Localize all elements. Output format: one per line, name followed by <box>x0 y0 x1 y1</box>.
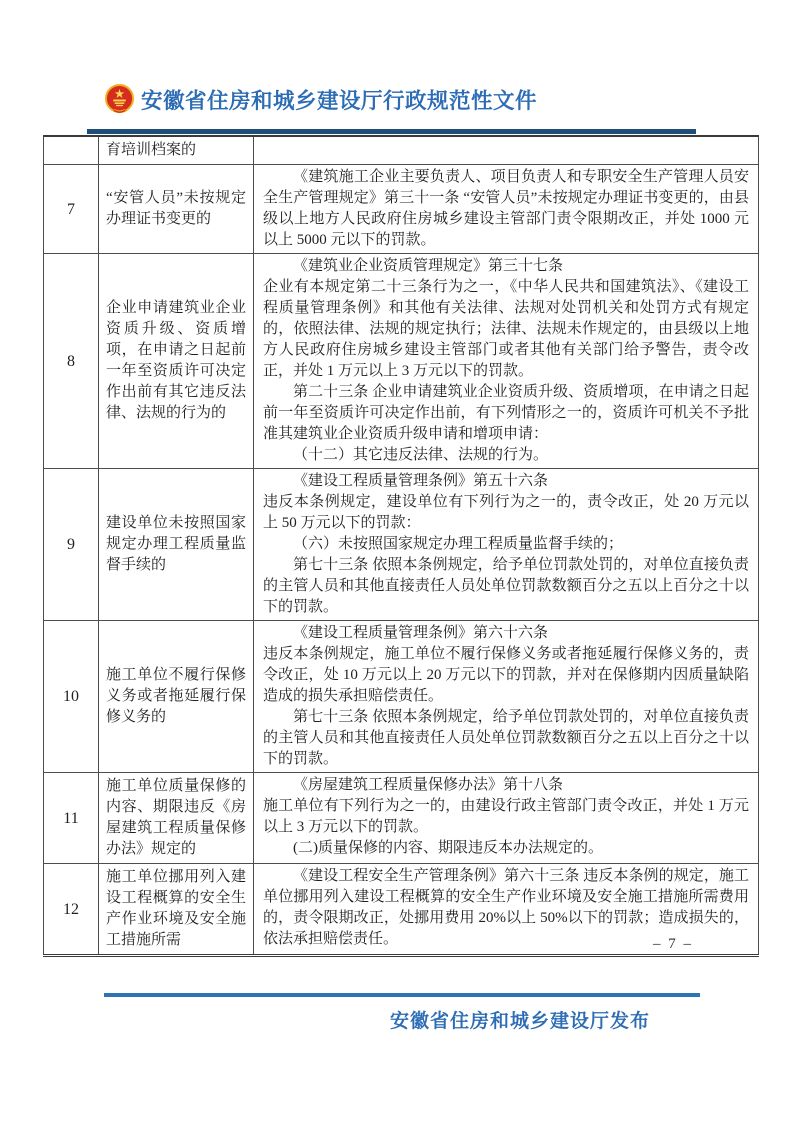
footer-publisher: 安徽省住房和城乡建设厅发布 <box>390 1011 651 1032</box>
law-paragraph: 第二十三条 企业申请建筑业企业资质升级、资质增项，在申请之日起前一年至资质许可决定作出前，有下列情形之一的，资质许可机关不予批准其建筑业企业资质升级申请和增项申请： <box>263 384 749 442</box>
law-paragraph: 违反本条例规定，施工单位不履行保修义务或者拖延履行保修义务的，责令改正，处 10 万元以上 20 万元以下的罚款，并对在保修期内因质量缺陷造成的损失承担赔偿责任。 <box>263 646 749 704</box>
penalty-basis-cell <box>254 621 759 773</box>
penalty-basis-cell <box>254 165 759 254</box>
law-paragraph: 违反本条例规定，建设单位有下列行为之一的，责令改正，处 20 万元以上 50 万元以下的罚款： <box>263 494 749 531</box>
table-row <box>44 773 759 864</box>
violation-cell: 施工单位挪用列入建设工程概算的安全生产作业环境及安全施工措施所需 <box>99 864 254 956</box>
document-title: 安徽省住房和城乡建设厅行政规范性文件 <box>141 89 538 113</box>
table-row <box>44 136 759 165</box>
law-paragraph: 《建筑施工企业主要负责人、项目负责人和专职安全生产管理人员安全生产管理规定》第三十一条 “安管人员”未按规定办理证书变更的，由县级以上地方人民政府住房城乡建设主管部门责令限期改正，并处 1000 元以上 5000 元以下的罚款。 <box>263 169 749 248</box>
law-paragraph: 企业有本规定第二十三条行为之一，《中华人民共和国建筑法》、《建设工程质量管理条例》和其他有关法律、法规对处罚机关和处罚方式有规定的，依照法律、法规的规定执行；法律、法规未作规定的，由县级以上地方人民政府住房城乡建设主管部门或者其他有关部门给予警告，责令改正，并处 1 万元以上 3 万元以下的罚款。 <box>263 279 749 379</box>
table-row <box>44 165 759 254</box>
violation-cell: 施工单位质量保修的内容、期限违反《房屋建筑工程质量保修办法》规定的 <box>99 773 254 864</box>
law-paragraph: 《建筑业企业资质管理规定》第三十七条 <box>293 258 564 274</box>
law-paragraph: 第七十三条 依照本条例规定，给予单位罚款处罚的，对单位直接负责的主管人员和其他直接责任人员处单位罚款数额百分之五以上百分之十以下的罚款。 <box>263 709 749 767</box>
penalty-basis-cell <box>254 254 759 469</box>
violation-cell: 育培训档案的 <box>99 136 254 165</box>
row-number-cell: 10 <box>44 621 99 773</box>
document-header <box>104 84 537 115</box>
law-paragraph: 《建设工程质量管理条例》第六十六条 <box>293 625 549 641</box>
law-paragraph: 《建设工程安全生产管理条例》第六十三条 违反本条例的规定，施工单位挪用列入建设工程概算的安全生产作业环境及安全施工措施所需费用的，责令限期改正，处挪用费用 20%以上 50%以下的罚款；造成损失的，依法承担赔偿责任。 <box>263 868 749 947</box>
law-paragraph: 《房屋建筑工程质量保修办法》第十八条 <box>293 777 564 793</box>
table-row <box>44 254 759 469</box>
table-row <box>44 621 759 773</box>
penalty-basis-cell <box>254 773 759 864</box>
violation-cell: 企业申请建筑业企业资质升级、资质增项，在申请之日起前一年至资质许可决定作出前有其它违反法律、法规的行为的 <box>99 254 254 469</box>
law-paragraph: 施工单位有下列行为之一的，由建设行政主管部门责令改正，并处 1 万元以上 3 万元以下的罚款。 <box>263 798 749 835</box>
row-number-cell <box>44 136 99 165</box>
row-number-cell: 7 <box>44 165 99 254</box>
penalty-basis-cell <box>254 136 759 165</box>
table-body <box>44 136 759 956</box>
penalty-table <box>43 135 759 957</box>
national-emblem-icon <box>104 84 135 115</box>
row-number-cell: 9 <box>44 469 99 621</box>
footer-rule <box>104 993 700 997</box>
row-number-cell: 11 <box>44 773 99 864</box>
law-paragraph: （六）未按照国家规定办理工程质量监督手续的； <box>293 536 624 552</box>
law-paragraph: (二)质量保修的内容、期限违反本办法规定的。 <box>293 840 603 856</box>
law-paragraph: （十二）其它违反法律、法规的行为。 <box>293 447 549 463</box>
header-rule <box>87 129 696 134</box>
violation-cell: 施工单位不履行保修义务或者拖延履行保修义务的 <box>99 621 254 773</box>
row-number-cell: 12 <box>44 864 99 956</box>
law-paragraph: 《建设工程质量管理条例》第五十六条 <box>293 473 549 489</box>
violation-cell: 建设单位未按照国家规定办理工程质量监督手续的 <box>99 469 254 621</box>
page-number: – 7 – <box>653 936 693 952</box>
table-row <box>44 469 759 621</box>
law-paragraph: 第七十三条 依照本条例规定，给予单位罚款处罚的，对单位直接负责的主管人员和其他直接责任人员处单位罚款数额百分之五以上百分之十以下的罚款。 <box>263 557 749 615</box>
row-number-cell: 8 <box>44 254 99 469</box>
violation-cell: “安管人员”未按规定办理证书变更的 <box>99 165 254 254</box>
penalty-basis-cell <box>254 469 759 621</box>
